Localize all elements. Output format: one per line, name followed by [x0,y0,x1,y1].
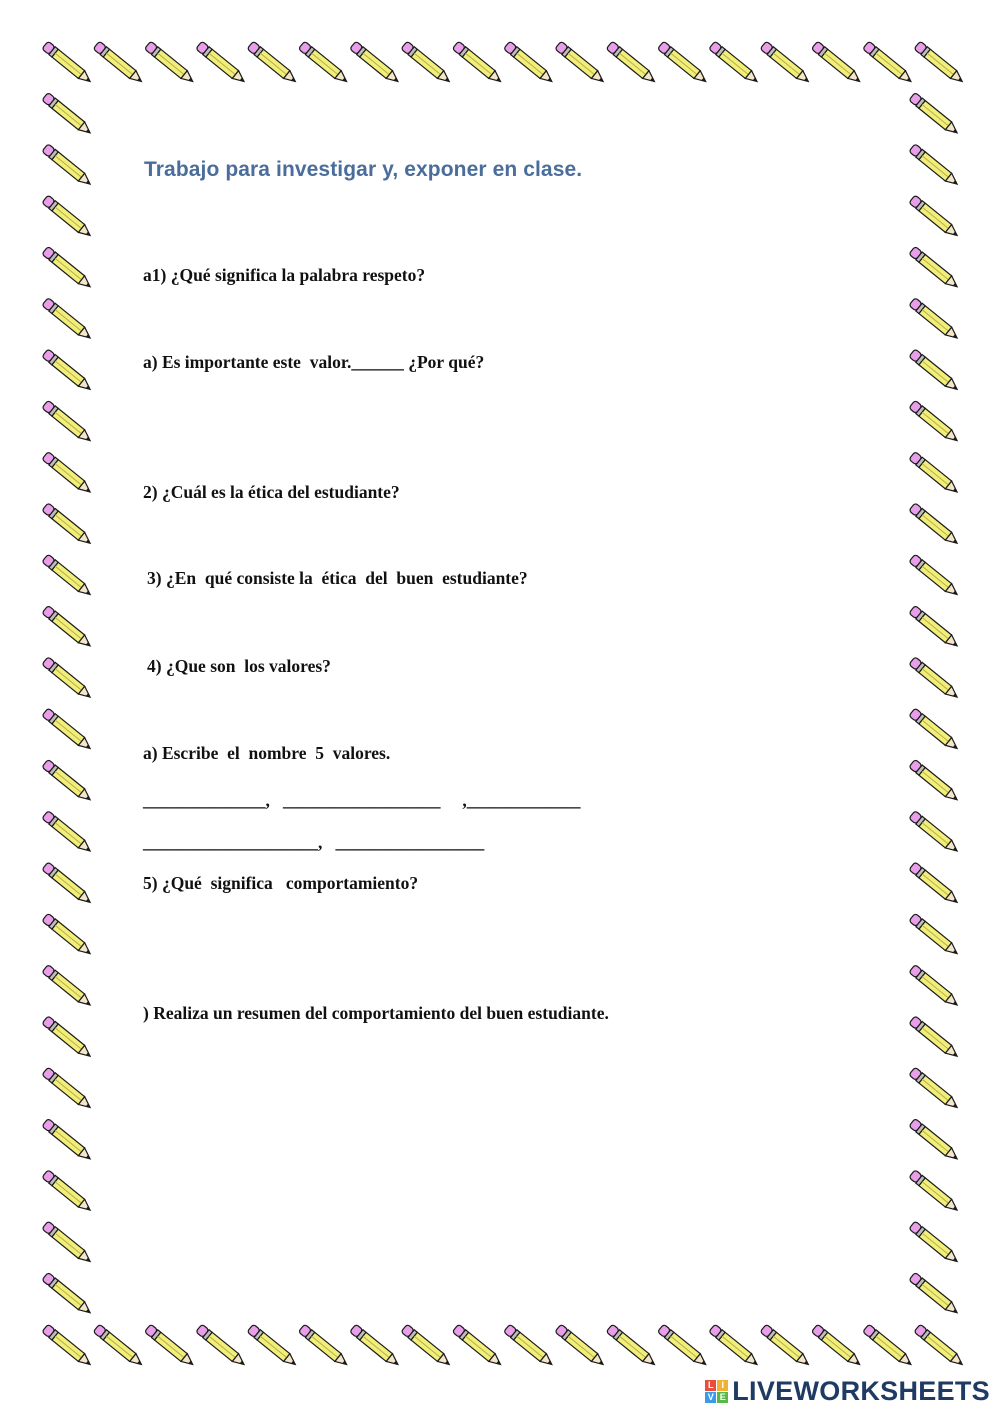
question-4: 4) ¿Que son los valores? [147,656,331,676]
pencil-icon [42,400,93,444]
pencil-icon [909,1067,960,1111]
pencil-icon [863,1324,914,1368]
pencil-icon [606,41,657,85]
pencil-icon [909,503,960,547]
pencil-icon [909,1221,960,1265]
pencil-icon [909,554,960,598]
pencil-icon [709,1324,760,1368]
pencil-icon [42,452,93,496]
question-summary: ) Realiza un resumen del comportamiento del buen estudiante. [143,1003,609,1023]
pencil-icon [909,862,960,906]
pencil-icon [909,1272,960,1316]
pencil-icon [196,1324,247,1368]
pencil-icon [42,708,93,752]
pencil-icon [42,965,93,1009]
pencil-icon [42,1272,93,1316]
pencil-icon [909,1170,960,1214]
pencil-icon [863,41,914,85]
pencil-icon [909,759,960,803]
pencil-icon [42,759,93,803]
pencil-icon [909,811,960,855]
question-a: a) Es importante este valor.______ ¿Por qué? [143,352,485,372]
answer-line-2[interactable]: ____________________, _________________ [143,832,485,852]
logo-letter-i: I [717,1380,728,1391]
pencil-icon [606,1324,657,1368]
pencil-icon [247,41,298,85]
pencil-icon [760,1324,811,1368]
pencil-icon [42,503,93,547]
pencil-icon [401,41,452,85]
logo-letter-l: L [705,1380,716,1391]
pencil-icon [909,195,960,239]
pencil-icon [909,400,960,444]
pencil-icon [909,298,960,342]
pencil-icon [42,605,93,649]
pencil-icon [452,41,503,85]
pencil-icon [42,195,93,239]
pencil-icon [42,41,93,85]
pencil-icon [760,41,811,85]
logo-letter-v: V [705,1392,716,1403]
pencil-icon [909,144,960,188]
pencil-icon [42,1016,93,1060]
pencil-icon [909,708,960,752]
pencil-icon [909,1016,960,1060]
pencil-icon [909,913,960,957]
liveworksheets-logo-icon [705,1380,728,1403]
question-2: 2) ¿Cuál es la ética del estudiante? [143,482,400,502]
pencil-icon [909,452,960,496]
pencil-icon [93,1324,144,1368]
pencil-icon [42,862,93,906]
pencil-icon [914,41,965,85]
pencil-icon [42,1324,93,1368]
pencil-icon [811,1324,862,1368]
pencil-icon [657,1324,708,1368]
question-write-values: a) Escribe el nombre 5 valores. [143,743,391,763]
question-3: 3) ¿En qué consiste la ética del buen estudiante? [147,568,528,588]
pencil-icon [42,1221,93,1265]
pencil-icon [909,657,960,701]
pencil-icon [657,41,708,85]
pencil-icon [909,965,960,1009]
pencil-icon [42,1067,93,1111]
watermark-text: LIVEWORKSHEETS [732,1375,990,1406]
pencil-icon [909,92,960,136]
pencil-icon [42,657,93,701]
pencil-icon [42,1170,93,1214]
pencil-icon [247,1324,298,1368]
pencil-icon [555,41,606,85]
liveworksheets-watermark [705,1374,990,1408]
pencil-icon [144,41,195,85]
pencil-icon [350,1324,401,1368]
pencil-icon [909,349,960,393]
page-title: Trabajo para investigar y, exponer en clase. [144,158,583,181]
pencil-icon [42,554,93,598]
question-a1: a1) ¿Qué significa la palabra respeto? [143,265,426,285]
answer-line-1[interactable]: ______________, __________________ ,_____________ [143,790,581,810]
pencil-icon [298,1324,349,1368]
pencil-icon [811,41,862,85]
pencil-icon [42,913,93,957]
logo-letter-e: E [717,1392,728,1403]
pencil-icon [914,1324,965,1368]
pencil-icon [42,144,93,188]
pencil-icon [298,41,349,85]
pencil-icon [504,41,555,85]
pencil-icon [909,246,960,290]
pencil-icon [452,1324,503,1368]
pencil-icon [42,92,93,136]
pencil-icon [909,1118,960,1162]
pencil-icon [42,1118,93,1162]
pencil-icon [144,1324,195,1368]
question-5: 5) ¿Qué significa comportamiento? [143,873,419,893]
pencil-icon [504,1324,555,1368]
pencil-icon [909,605,960,649]
pencil-icon [709,41,760,85]
pencil-icon [196,41,247,85]
pencil-icon [42,349,93,393]
pencil-icon [42,811,93,855]
pencil-icon [350,41,401,85]
pencil-icon [42,298,93,342]
pencil-icon [401,1324,452,1368]
pencil-icon [555,1324,606,1368]
pencil-icon [42,246,93,290]
pencil-icon [93,41,144,85]
